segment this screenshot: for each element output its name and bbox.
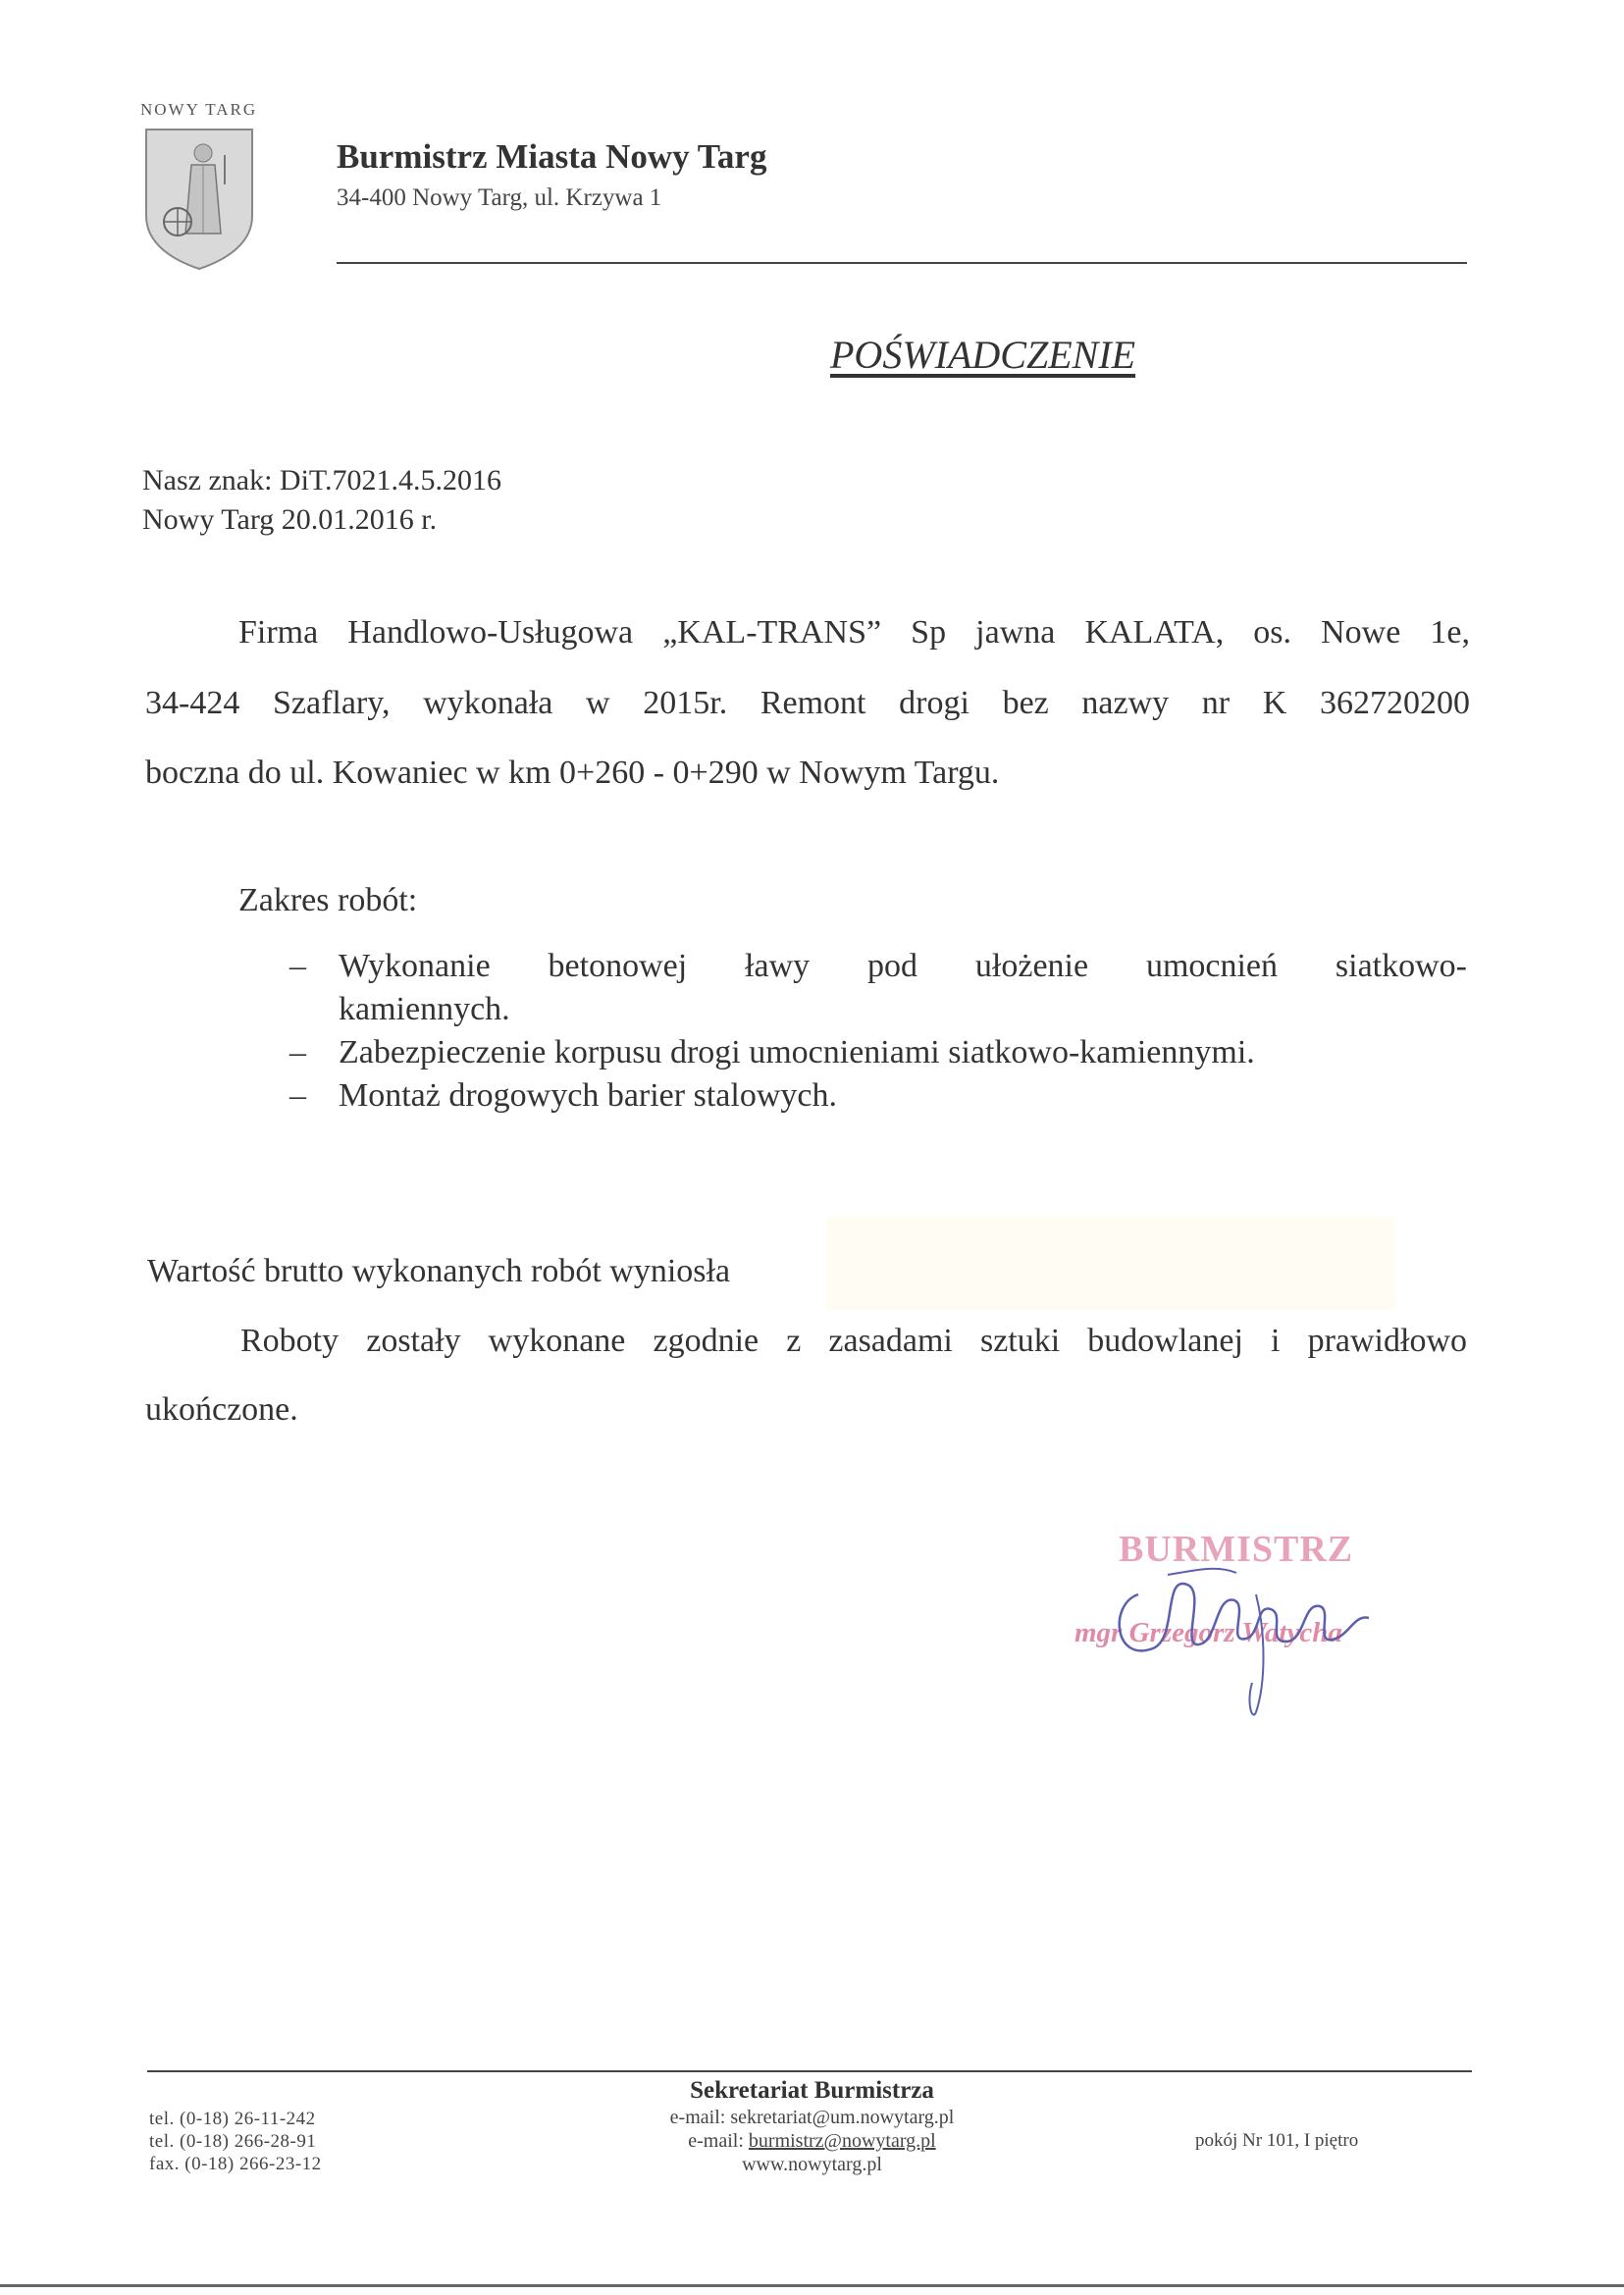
redacted-value [826, 1217, 1395, 1310]
paragraph-line: boczna do ul. Kowaniec w km 0+260 - 0+290 w Nowym Targu. [145, 755, 1000, 791]
header-divider [337, 262, 1467, 264]
stamp-title: BURMISTRZ [1119, 1529, 1354, 1570]
issuer-address: 34-400 Nowy Targ, ul. Krzywa 1 [337, 184, 662, 211]
footer-divider [147, 2070, 1472, 2072]
list-item [289, 1031, 1467, 1074]
email-line [550, 2129, 1074, 2153]
list-item-text: Montaż drogowych barier stalowych. [339, 1077, 837, 1114]
footer-contacts [550, 2106, 1074, 2176]
stamp-name: mgr Grzegorz Watycha [1074, 1617, 1342, 1648]
list-item-text: kamiennych. [339, 991, 510, 1027]
paragraph-line: 34-424 Szaflary, wykonała w 2015r. Remont drogi bez nazwy nr K 362720200 [145, 685, 1470, 721]
phone-line: tel. (0-18) 266-28-91 [149, 2131, 317, 2152]
scope-list [289, 945, 1467, 1118]
scope-heading: Zakres robót: [238, 882, 418, 918]
crest-label: NOWY TARG [140, 100, 258, 119]
footer-title: Sekretariat Burmistrza [690, 2077, 934, 2104]
coat-of-arms-icon [142, 126, 256, 271]
closing-statement: Roboty zostały wykonane zgodnie z zasadami sztuki budowlanej i prawidłowo [240, 1323, 1467, 1359]
document-title: POŚWIADCZENIE [830, 333, 1136, 377]
email-prefix: e-mail: [688, 2130, 749, 2152]
list-dash: – [289, 948, 306, 984]
paragraph-line: Firma Handlowo-Usługowa „KAL-TRANS” Sp jawna KALATA, os. Nowe 1e, [238, 614, 1470, 651]
list-dash: – [289, 1034, 306, 1070]
list-item [289, 945, 1467, 1031]
value-label: Wartość brutto wykonanych robót wyniosła [147, 1253, 731, 1289]
list-dash: – [289, 1077, 306, 1114]
fax-line: fax. (0-18) 266-23-12 [149, 2154, 322, 2174]
issuer-title: Burmistrz Miasta Nowy Targ [337, 137, 767, 176]
closing-statement-end: ukończone. [145, 1391, 298, 1428]
footer-phones [149, 2108, 322, 2175]
website-line[interactable]: www.nowytarg.pl [742, 2154, 882, 2175]
reference-number: Nasz znak: DiT.7021.4.5.2016 [142, 464, 502, 496]
email-line: e-mail: sekretariat@um.nowytarg.pl [669, 2107, 955, 2128]
phone-line: tel. (0-18) 26-11-242 [149, 2109, 316, 2129]
list-item-text: Wykonanie betonowej ławy pod ułożenie umocnień siatkowo- [339, 948, 1467, 984]
signature-icon [1070, 1516, 1423, 1722]
scan-edge [0, 2284, 1624, 2287]
list-item [289, 1074, 1467, 1118]
place-date: Nowy Targ 20.01.2016 r. [142, 503, 438, 536]
footer-room: pokój Nr 101, I piętro [1195, 2130, 1359, 2151]
list-item-text: Zabezpieczenie korpusu drogi umocnieniami siatkowo-kamiennymi. [339, 1034, 1255, 1070]
email-link[interactable]: burmistrz@nowytarg.pl [748, 2130, 936, 2152]
